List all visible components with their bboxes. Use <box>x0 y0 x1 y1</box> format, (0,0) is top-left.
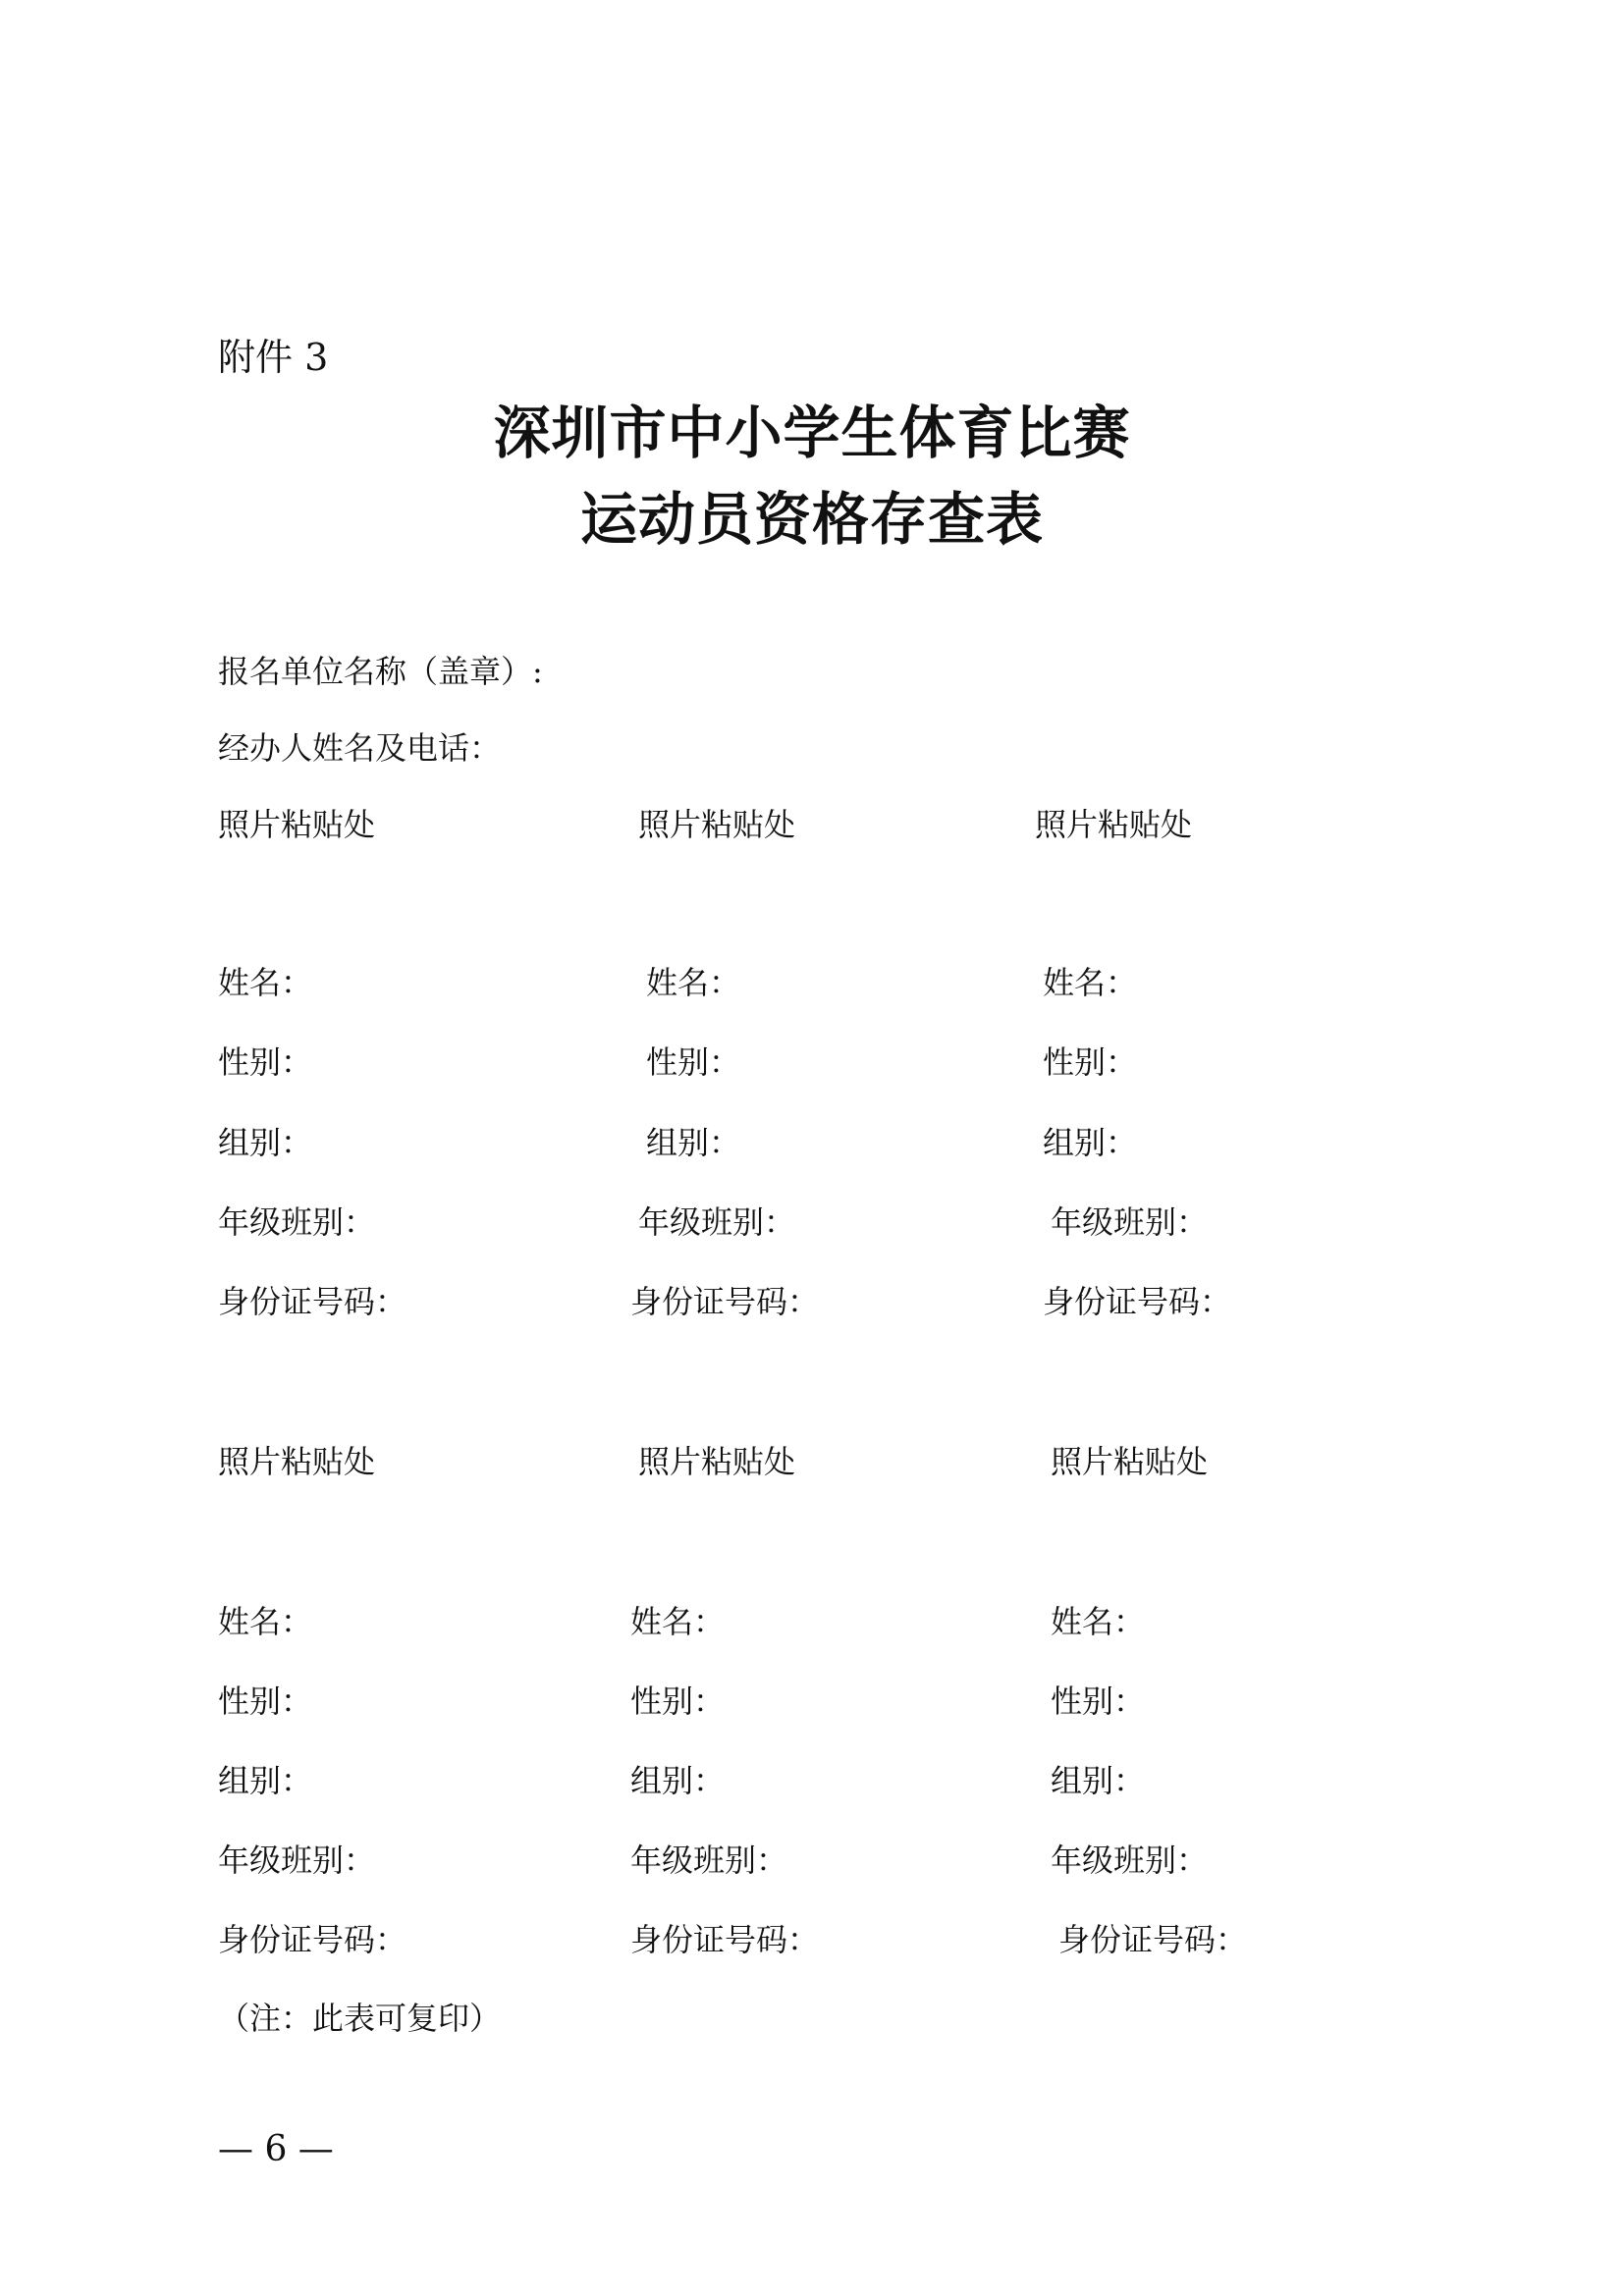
document-title-line2: 运动员资格存查表 <box>579 486 1044 553</box>
gender-label-4: 性别： <box>218 1682 313 1720</box>
photo-placeholder-6: 照片粘贴处 <box>1051 1443 1209 1480</box>
handler-label: 经办人姓名及电话： <box>218 729 502 767</box>
id-number-label-2: 身份证号码： <box>630 1283 820 1320</box>
group-label-4: 组别： <box>218 1762 313 1799</box>
gender-label-2: 性别： <box>646 1043 741 1081</box>
grade-class-label-6: 年级班别： <box>1051 1842 1209 1879</box>
photo-placeholder-3: 照片粘贴处 <box>1035 806 1193 843</box>
name-label-3: 姓名： <box>1043 964 1138 1001</box>
grade-class-label-2: 年级班别： <box>638 1203 796 1241</box>
grade-class-label-4: 年级班别： <box>218 1842 376 1879</box>
grade-class-label-5: 年级班别： <box>630 1842 788 1879</box>
id-number-label-4: 身份证号码： <box>218 1921 407 1958</box>
group-label-6: 组别： <box>1051 1762 1146 1799</box>
group-label-3: 组别： <box>1043 1124 1138 1161</box>
name-label-1: 姓名： <box>218 964 313 1001</box>
name-label-4: 姓名： <box>218 1603 313 1640</box>
grade-class-label-1: 年级班别： <box>218 1203 376 1241</box>
name-label-5: 姓名： <box>630 1603 726 1640</box>
id-number-label-1: 身份证号码： <box>218 1283 407 1320</box>
group-label-1: 组别： <box>218 1124 313 1161</box>
group-label-2: 组别： <box>646 1124 741 1161</box>
group-label-5: 组别： <box>630 1762 726 1799</box>
photo-placeholder-5: 照片粘贴处 <box>638 1443 796 1480</box>
photo-placeholder-1: 照片粘贴处 <box>218 806 376 843</box>
copy-note: （注：此表可复印） <box>218 2000 502 2037</box>
gender-label-6: 性别： <box>1051 1682 1146 1720</box>
gender-label-5: 性别： <box>630 1682 726 1720</box>
id-number-label-5: 身份证号码： <box>630 1921 820 1958</box>
name-label-6: 姓名： <box>1051 1603 1146 1640</box>
id-number-label-6: 身份证号码： <box>1058 1921 1248 1958</box>
page-number: — 6 — <box>218 2129 334 2169</box>
id-number-label-3: 身份证号码： <box>1043 1283 1232 1320</box>
photo-placeholder-2: 照片粘贴处 <box>638 806 796 843</box>
gender-label-3: 性别： <box>1043 1043 1138 1081</box>
unit-name-label: 报名单位名称（盖章）: <box>218 653 543 690</box>
document-title-line1: 深圳市中小学生体育比赛 <box>493 400 1131 466</box>
gender-label-1: 性别： <box>218 1043 313 1081</box>
attachment-label: 附件 3 <box>218 336 329 379</box>
photo-placeholder-4: 照片粘贴处 <box>218 1443 376 1480</box>
grade-class-label-3: 年级班别： <box>1051 1203 1209 1241</box>
name-label-2: 姓名： <box>646 964 741 1001</box>
